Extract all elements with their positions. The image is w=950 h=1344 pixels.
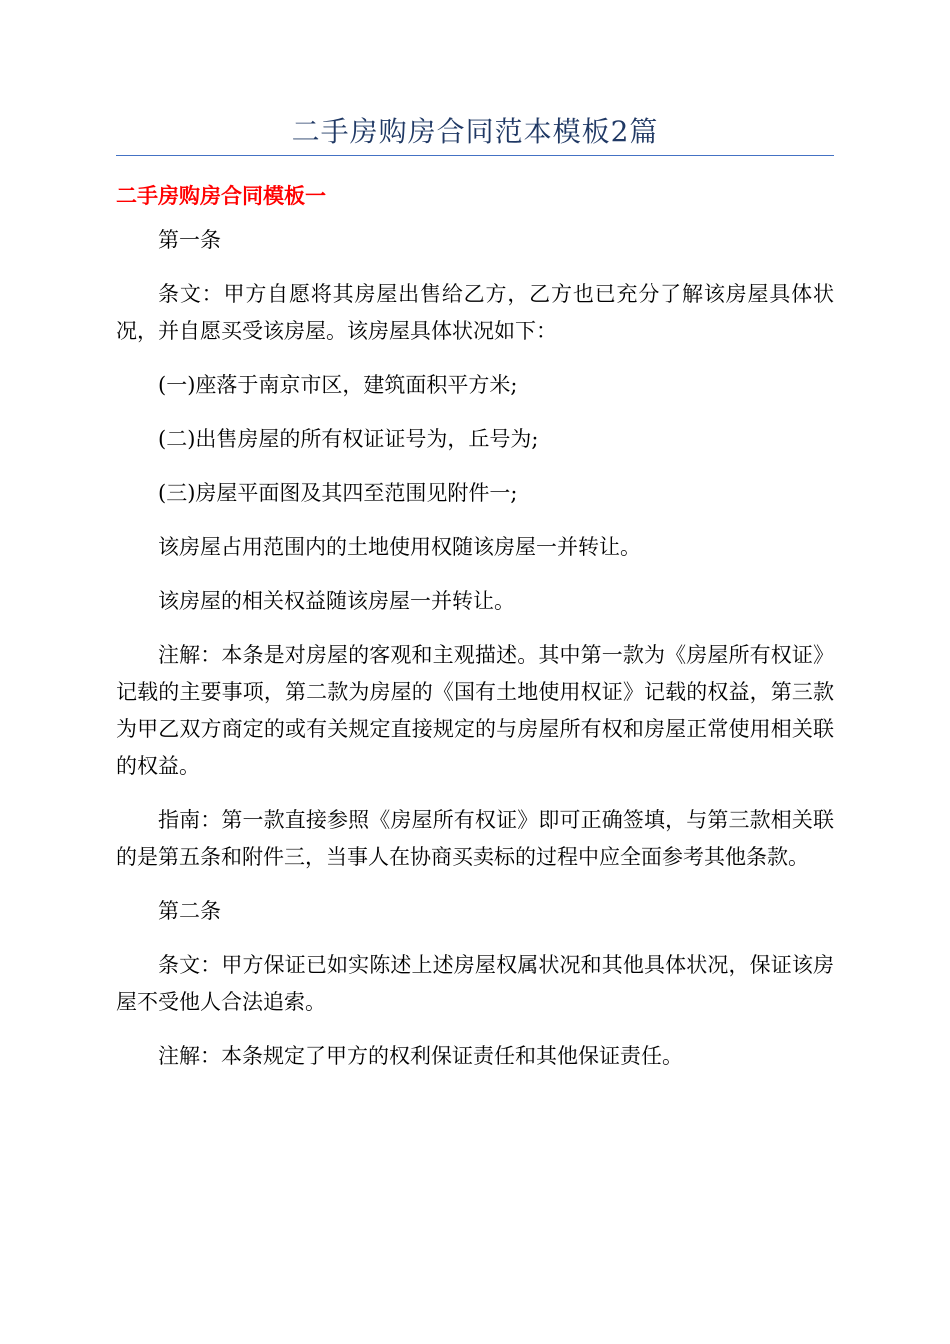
clause-paragraph: 该房屋的相关权益随该房屋一并转让。 <box>158 589 515 613</box>
title-underline <box>116 155 834 156</box>
document-body <box>116 222 834 1092</box>
article-number: 第二条 <box>158 899 221 923</box>
clause-paragraph: 该房屋占用范围内的土地使用权随该房屋一并转让。 <box>158 535 641 559</box>
article-clause: 条文：甲方自愿将其房屋出售给乙方，乙方也已充分了解该房屋具体状况，并自愿买受该房屋。该房屋具体状况如下： <box>116 282 834 343</box>
section-heading: 二手房购房合同模板一 <box>116 184 326 208</box>
clause-item: (二)出售房屋的所有权证证号为，丘号为; <box>158 427 539 451</box>
article-annotation: 注解：本条规定了甲方的权利保证责任和其他保证责任。 <box>158 1044 683 1068</box>
article-annotation: 注解：本条是对房屋的客观和主观描述。其中第一款为《房屋所有权证》记载的主要事项，第二款为房屋的《国有土地使用权证》记载的权益，第三款为甲乙双方商定的或有关规定直接规定的与房屋所有权和房屋正常使用相关联的权益。 <box>116 643 834 778</box>
article-guide: 指南：第一款直接参照《房屋所有权证》即可正确签填，与第三款相关联的是第五条和附件三，当事人在协商买卖标的过程中应全面参考其他条款。 <box>116 808 834 869</box>
article-number: 第一条 <box>158 228 221 252</box>
article-clause: 条文：甲方保证已如实陈述上述房屋权属状况和其他具体状况，保证该房屋不受他人合法追索。 <box>116 953 834 1014</box>
clause-item: (一)座落于南京市区，建筑面积平方米; <box>158 373 518 397</box>
clause-item: (三)房屋平面图及其四至范围见附件一; <box>158 481 518 505</box>
document-title: 二手房购房合同范本模板2篇 <box>291 115 659 148</box>
